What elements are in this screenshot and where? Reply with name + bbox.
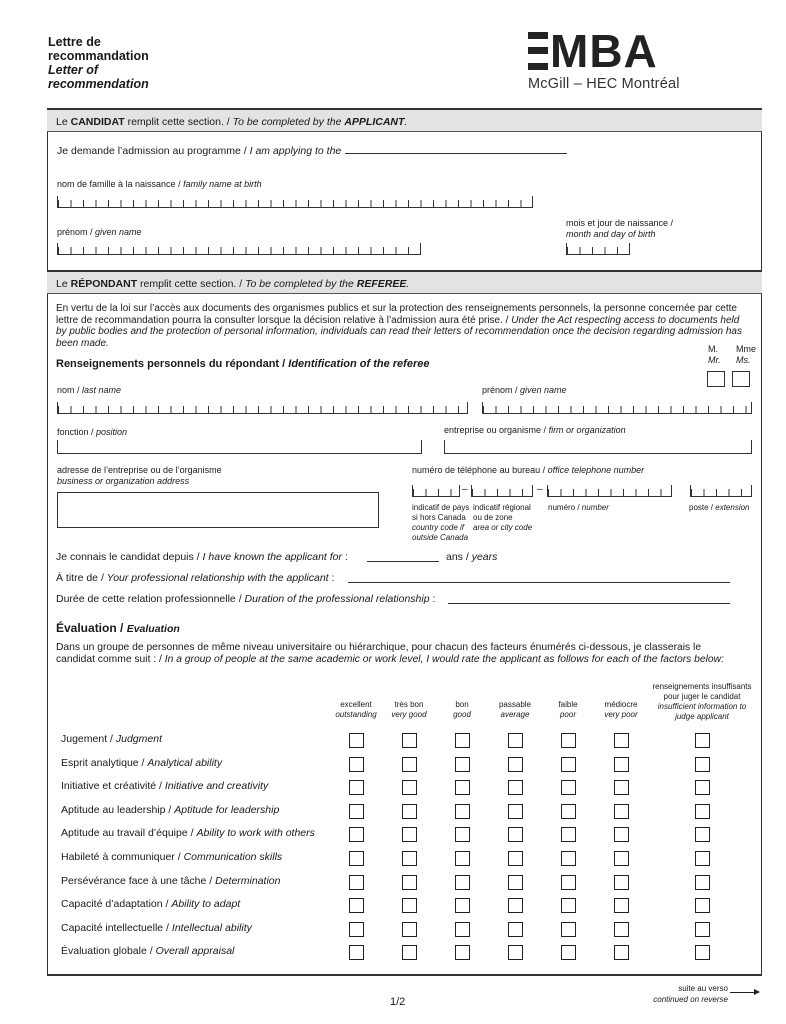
rating-column-header: médiocre very poor <box>604 700 638 719</box>
area-code-label: indicatif régional ou de zone area or city code <box>473 503 533 532</box>
rating-checkbox[interactable] <box>455 851 470 866</box>
phone-number-field[interactable] <box>547 485 672 497</box>
rating-checkbox[interactable] <box>614 851 629 866</box>
rating-column-header: faible poor <box>558 700 578 719</box>
address-label: adresse de l’entreprise ou de l’organisme business or organization address <box>57 465 222 486</box>
duration-input[interactable] <box>448 603 730 604</box>
logo-word: MBA <box>550 25 658 77</box>
rating-checkbox[interactable] <box>508 804 523 819</box>
document-title <box>48 35 188 91</box>
family-name-label: nom de famille à la naissance / family name at birth <box>57 179 262 189</box>
band-text: remplit cette section. / <box>124 116 233 128</box>
relationship-input[interactable] <box>348 582 730 583</box>
rating-row-label: Évaluation globale / Overall appraisal <box>61 945 235 958</box>
rating-checkbox[interactable] <box>402 780 417 795</box>
rating-checkbox[interactable] <box>349 804 364 819</box>
referee-identification-heading: Renseignements personnels du répondant / Identification of the referee <box>56 358 430 370</box>
rating-checkbox[interactable] <box>455 898 470 913</box>
position-field[interactable] <box>57 440 422 454</box>
known-years-input[interactable] <box>367 561 439 562</box>
position-label: fonction / position <box>57 427 128 437</box>
rating-checkbox[interactable] <box>455 875 470 890</box>
rating-checkbox[interactable] <box>402 757 417 772</box>
band-text: Le <box>56 116 71 128</box>
rating-checkbox[interactable] <box>561 898 576 913</box>
rating-checkbox[interactable] <box>455 922 470 937</box>
phone-label: numéro de téléphone au bureau / office telephone number <box>412 465 645 475</box>
rating-checkbox[interactable] <box>695 898 710 913</box>
rating-row-label: Persévérance face à une tâche / Determination <box>61 874 281 887</box>
rating-checkbox[interactable] <box>349 875 364 890</box>
rating-checkbox[interactable] <box>508 851 523 866</box>
rating-checkbox[interactable] <box>561 875 576 890</box>
rating-row-label: Jugement / Judgment <box>61 733 162 745</box>
family-name-field[interactable] <box>57 196 533 208</box>
rating-column-header: excellent outstanding <box>335 700 377 719</box>
rating-checkbox[interactable] <box>402 733 417 748</box>
rating-checkbox[interactable] <box>508 898 523 913</box>
rating-checkbox[interactable] <box>695 757 710 772</box>
title-fr: Lettre de recommandation <box>48 35 149 63</box>
rating-checkbox[interactable] <box>614 827 629 842</box>
rating-row-label: Capacité d’adaptation / Ability to adapt <box>61 898 241 911</box>
logo-subtitle: McGill – HEC Montréal <box>528 76 680 92</box>
rating-checkbox[interactable] <box>614 804 629 819</box>
rating-column-header: renseignements insuffisants pour juger le candidat insufficient information to judge applicant <box>652 682 752 721</box>
band-text-en: . <box>404 116 408 128</box>
title-ms-checkbox[interactable] <box>732 371 750 387</box>
extension-label: poste / extension <box>689 503 750 512</box>
number-label: numéro / number <box>548 503 609 512</box>
rating-checkbox[interactable] <box>402 827 417 842</box>
rating-checkbox[interactable] <box>508 733 523 748</box>
rating-checkbox[interactable] <box>455 804 470 819</box>
band-text: Le <box>56 278 71 290</box>
rating-checkbox[interactable] <box>614 733 629 748</box>
title-mr-checkbox[interactable] <box>707 371 725 387</box>
rating-column-header: passable average <box>498 700 532 719</box>
rating-checkbox[interactable] <box>561 827 576 842</box>
firm-label: entreprise ou organisme / firm or organization <box>444 425 626 435</box>
referee-given-name-field[interactable] <box>482 402 752 414</box>
rating-checkbox[interactable] <box>695 851 710 866</box>
rating-checkbox[interactable] <box>695 780 710 795</box>
rating-checkbox[interactable] <box>402 851 417 866</box>
rating-checkbox[interactable] <box>695 945 710 960</box>
rating-checkbox[interactable] <box>561 851 576 866</box>
rating-checkbox[interactable] <box>614 945 629 960</box>
emba-logo <box>528 25 680 94</box>
rating-checkbox[interactable] <box>561 804 576 819</box>
band-bold-en: REFEREE <box>356 278 407 290</box>
given-name-label: prénom / given name <box>57 227 142 237</box>
rating-checkbox[interactable] <box>561 757 576 772</box>
rating-column-header: très bon very good <box>391 700 427 719</box>
rating-row-label: Capacité intellectuelle / Intellectual ability <box>61 921 252 934</box>
title-m-label: M. <box>708 344 718 354</box>
program-label: Je demande l’admission au programme / I am applying to the <box>57 145 342 157</box>
rating-checkbox[interactable] <box>695 827 710 842</box>
referee-given-name-label: prénom / given name <box>482 385 567 395</box>
title-mr-label: Mr. <box>708 355 721 365</box>
evaluation-intro: Dans un groupe de personnes de même niveau universitaire ou hiérarchique, pour chacun des facteurs énumérés ci-dessous, je classerais le candidat comme suit : / In a group of people at the same academic or work level, I would rate the applicant as follows for each of the factors below: <box>56 642 724 665</box>
rating-row-label: Esprit analytique / Analytical ability <box>61 756 223 769</box>
rating-checkbox[interactable] <box>561 922 576 937</box>
band-bold: CANDIDAT <box>70 116 125 128</box>
rating-checkbox[interactable] <box>402 875 417 890</box>
band-text: remplit cette section. / <box>137 278 246 290</box>
page-number: 1/2 <box>390 996 406 1008</box>
evaluation-heading: Évaluation / Evaluation <box>56 621 180 635</box>
rating-checkbox[interactable] <box>402 945 417 960</box>
rating-checkbox[interactable] <box>695 875 710 890</box>
referee-section-band <box>47 270 762 294</box>
rating-checkbox[interactable] <box>349 827 364 842</box>
phone-dash: – <box>462 484 468 495</box>
access-law-notice: En vertu de la loi sur l’accès aux documents des organismes publics et sur la protection des renseignements personnels, la personne concernée par cette lettre de recommandation pourra la consulter lorsque la décision relative à l’admission aura été prise. / Under the Act respecting access to documents held by public bodies and the protection of personal information, individuals can read their letters of recommendation once the decision regarding admission has been made. <box>56 303 742 349</box>
title-ms-label: Ms. <box>736 355 751 365</box>
rating-checkbox[interactable] <box>402 922 417 937</box>
rating-checkbox[interactable] <box>402 898 417 913</box>
continued-arrow-icon <box>730 992 758 993</box>
candidate-section-band <box>47 108 762 132</box>
referee-last-name-label: nom / last name <box>57 385 122 395</box>
address-field[interactable] <box>57 492 379 528</box>
duration-label: Durée de cette relation professionnelle / Duration of the professional relationship : <box>56 593 436 605</box>
referee-last-name-field[interactable] <box>57 402 468 414</box>
rating-checkbox[interactable] <box>508 827 523 842</box>
years-label: ans / years <box>446 551 498 563</box>
band-bold-en: APPLICANT <box>344 116 405 128</box>
continued-note: suite au verso continued on reverse <box>653 984 728 1004</box>
phone-area-field[interactable] <box>471 485 533 497</box>
relationship-label: À titre de / Your professional relationship with the applicant : <box>56 572 335 584</box>
band-text-en: . <box>406 278 410 290</box>
rating-row-label: Aptitude au travail d’équipe / Ability to work with others <box>61 827 315 840</box>
rating-row-label: Initiative et créativité / Initiative and creativity <box>61 780 269 793</box>
program-input-line[interactable] <box>345 153 567 154</box>
rating-checkbox[interactable] <box>349 780 364 795</box>
rating-checkbox[interactable] <box>508 780 523 795</box>
rating-checkbox[interactable] <box>508 945 523 960</box>
phone-extension-field[interactable] <box>690 485 752 497</box>
rating-checkbox[interactable] <box>455 827 470 842</box>
country-code-label: indicatif de pays si hors Canada country code if outside Canada <box>412 503 470 542</box>
rating-column-header: bon good <box>453 700 471 719</box>
rating-checkbox[interactable] <box>614 875 629 890</box>
rating-checkbox[interactable] <box>561 780 576 795</box>
title-en: Letter of recommendation <box>48 63 149 91</box>
rating-checkbox[interactable] <box>349 757 364 772</box>
rating-checkbox[interactable] <box>349 733 364 748</box>
given-name-field[interactable] <box>57 243 421 255</box>
rating-checkbox[interactable] <box>402 804 417 819</box>
rating-checkbox[interactable] <box>508 922 523 937</box>
band-text-en: To be completed by the <box>232 116 345 128</box>
rating-row-label: Aptitude au leadership / Aptitude for leadership <box>61 803 280 816</box>
band-bold: RÉPONDANT <box>70 278 138 290</box>
rating-row-label: Habileté à communiquer / Communication skills <box>61 851 283 863</box>
rating-checkbox[interactable] <box>349 922 364 937</box>
known-since-label: Je connais le candidat depuis / I have known the applicant for : <box>56 551 348 563</box>
rating-checkbox[interactable] <box>695 733 710 748</box>
firm-field[interactable] <box>444 440 752 454</box>
logo-e-mark <box>528 32 550 70</box>
phone-dash: – <box>537 484 543 495</box>
rating-checkbox[interactable] <box>349 945 364 960</box>
birth-date-field[interactable] <box>566 243 630 255</box>
rating-checkbox[interactable] <box>508 757 523 772</box>
rating-checkbox[interactable] <box>614 898 629 913</box>
rating-checkbox[interactable] <box>561 733 576 748</box>
rating-checkbox[interactable] <box>508 875 523 890</box>
rating-checkbox[interactable] <box>614 922 629 937</box>
rating-checkbox[interactable] <box>695 922 710 937</box>
rating-checkbox[interactable] <box>455 945 470 960</box>
rating-checkbox[interactable] <box>561 945 576 960</box>
rating-checkbox[interactable] <box>349 851 364 866</box>
band-text-en: To be completed by the <box>245 278 357 290</box>
rating-checkbox[interactable] <box>614 780 629 795</box>
rating-checkbox[interactable] <box>695 804 710 819</box>
rating-checkbox[interactable] <box>614 757 629 772</box>
rating-checkbox[interactable] <box>455 733 470 748</box>
title-mme-label: Mme <box>736 344 756 354</box>
rating-checkbox[interactable] <box>455 780 470 795</box>
birth-date-label: mois et jour de naissance / month and day of birth <box>566 218 674 239</box>
rating-checkbox[interactable] <box>349 898 364 913</box>
rating-checkbox[interactable] <box>455 757 470 772</box>
phone-country-field[interactable] <box>412 485 460 497</box>
